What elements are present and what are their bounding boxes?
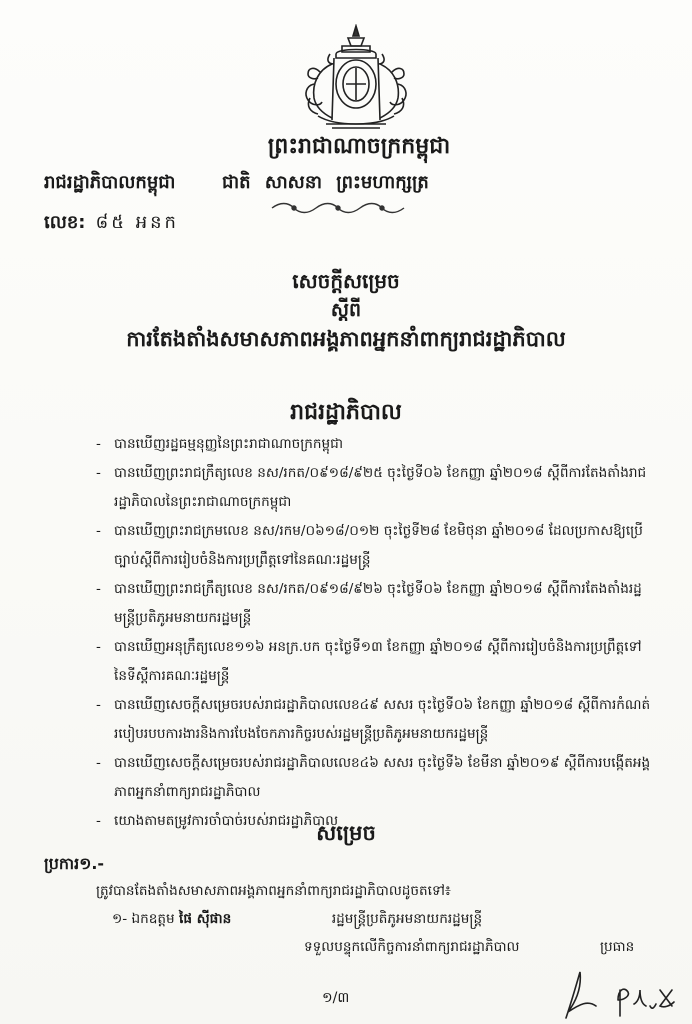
- list-item: - បានឃើញសេចក្តីសម្រេចរបស់រាជរដ្ឋាភិបាលលេខ៤៦ សសរ ចុះថ្ងៃទី៦ ខែមីនា ឆ្នាំ២០១៩ ស្តីពីការបង្កើតអង្គភាពអ្នកនាំពាក្យរាជរដ្ឋាភិបាល: [96, 755, 651, 800]
- national-motto: ជាតិ សាសនា ព្រះមហាក្សត្រ: [222, 172, 429, 193]
- document-type: សេចក្តីសម្រេច: [292, 269, 400, 293]
- number-label: លេខ:: [44, 212, 86, 233]
- appointee-name: ផៃ ស៊ីផាន: [179, 911, 232, 927]
- list-item: - បានឃើញព្រះរាជក្រមលេខ នស/រកម/០៦១៨/០១២ ចុះថ្ងៃទី២៨ ខែមិថុនា ឆ្នាំ២០១៨ ដែលប្រកាសឱ្យប្រើច្បាប់ស្តីពីការរៀបចំនិងការប្រព្រឹត្តទៅនៃគណៈរដ្ឋមន្ត្រី: [96, 523, 643, 568]
- document-about: ស្តីពី: [330, 299, 362, 321]
- royal-coat-of-arms-icon: [296, 24, 416, 132]
- kingdom-heading: ព្រះរាជាណាចក្រកម្ពុជា: [267, 134, 451, 159]
- issuer-heading: រាជរដ្ឋាភិបាល: [290, 400, 402, 425]
- appointee-position: ប្រធាន: [600, 939, 635, 955]
- item-number: ១-: [112, 911, 128, 927]
- number-value: ៨៥ អនក: [95, 212, 179, 233]
- initials-signature: [556, 960, 686, 1020]
- document-number: [44, 210, 179, 237]
- ornament-divider-icon: [268, 196, 418, 218]
- list-item: - បានឃើញរដ្ឋធម្មនុញ្ញនៃព្រះរាជាណាចក្រកម្ពុជា: [96, 436, 344, 452]
- decision-heading: សម្រេច: [316, 821, 376, 845]
- appointee-duty: ទទួលបន្ទុកលើកិច្ចការនាំពាក្យរាជរដ្ឋាភិបាល: [304, 939, 520, 955]
- list-item: - បានឃើញព្រះរាជក្រឹត្យលេខ នស/រកត/០៩១៨/៩២៦ ចុះថ្ងៃទី០៦ ខែកញ្ញា ឆ្នាំ២០១៨ ស្តីពីការតែងតាំងរដ្ឋមន្ត្រីប្រតិភូអមនាយករដ្ឋមន្ត្រី: [96, 581, 642, 626]
- article-label: ប្រការ១.-: [44, 854, 105, 873]
- list-item: - បានឃើញអនុក្រឹត្យលេខ១១៦ អនក្រ.បក ចុះថ្ងៃទី១៣ ខែកញ្ញា ឆ្នាំ២០១៨ ស្តីពីការរៀបចំនិងការប្រព្រឹត្តទៅនៃទីស្តីការគណៈរដ្ឋមន្ត្រី: [96, 639, 642, 684]
- list-item: - បានឃើញសេចក្តីសម្រេចរបស់រាជរដ្ឋាភិបាលលេខ៤៩ សសរ ចុះថ្ងៃទី០៦ ខែកញ្ញា ឆ្នាំ២០១៨ ស្តីពីការកំណត់របៀបរបបការងារនិងការបែងចែកភារកិច្ចរបស់រដ្ឋមន្ត្រីប្រតិភូអមនាយករដ្ឋមន្ត្រី: [96, 697, 651, 742]
- page-number: ១/៣: [322, 990, 350, 1006]
- appointment-item: [112, 910, 632, 930]
- list-item: - បានឃើញព្រះរាជក្រឹត្យលេខ នស/រកត/០៩១៨/៩២៥ ចុះថ្ងៃទី០៦ ខែកញ្ញា ឆ្នាំ២០១៨ ស្តីពីការតែងតាំងរាជរដ្ឋាភិបាលនៃព្រះរាជាណាចក្រកម្ពុជា: [96, 465, 647, 510]
- preamble-list: [92, 430, 652, 836]
- government-name: រាជរដ្ឋាភិបាលកម្ពុជា: [44, 172, 176, 193]
- appointee-role: រដ្ឋមន្ត្រីប្រតិភូអមនាយករដ្ឋមន្ត្រី: [331, 911, 483, 927]
- appointee-title: ឯកឧត្តម: [131, 911, 175, 927]
- list-item: - យោងតាមតម្រូវការចាំបាច់របស់រាជរដ្ឋាភិបាល: [96, 813, 339, 829]
- article-text: ត្រូវបានតែងតាំងសមាសភាពអង្គភាពអ្នកនាំពាក្យរាជរដ្ឋាភិបាលដូចតទៅ៖: [96, 883, 451, 899]
- appointee: [132, 910, 328, 930]
- document-subject: ការតែងតាំងសមាសភាពអង្គភាពអ្នកនាំពាក្យរាជរដ្ឋាភិបាល: [126, 327, 566, 351]
